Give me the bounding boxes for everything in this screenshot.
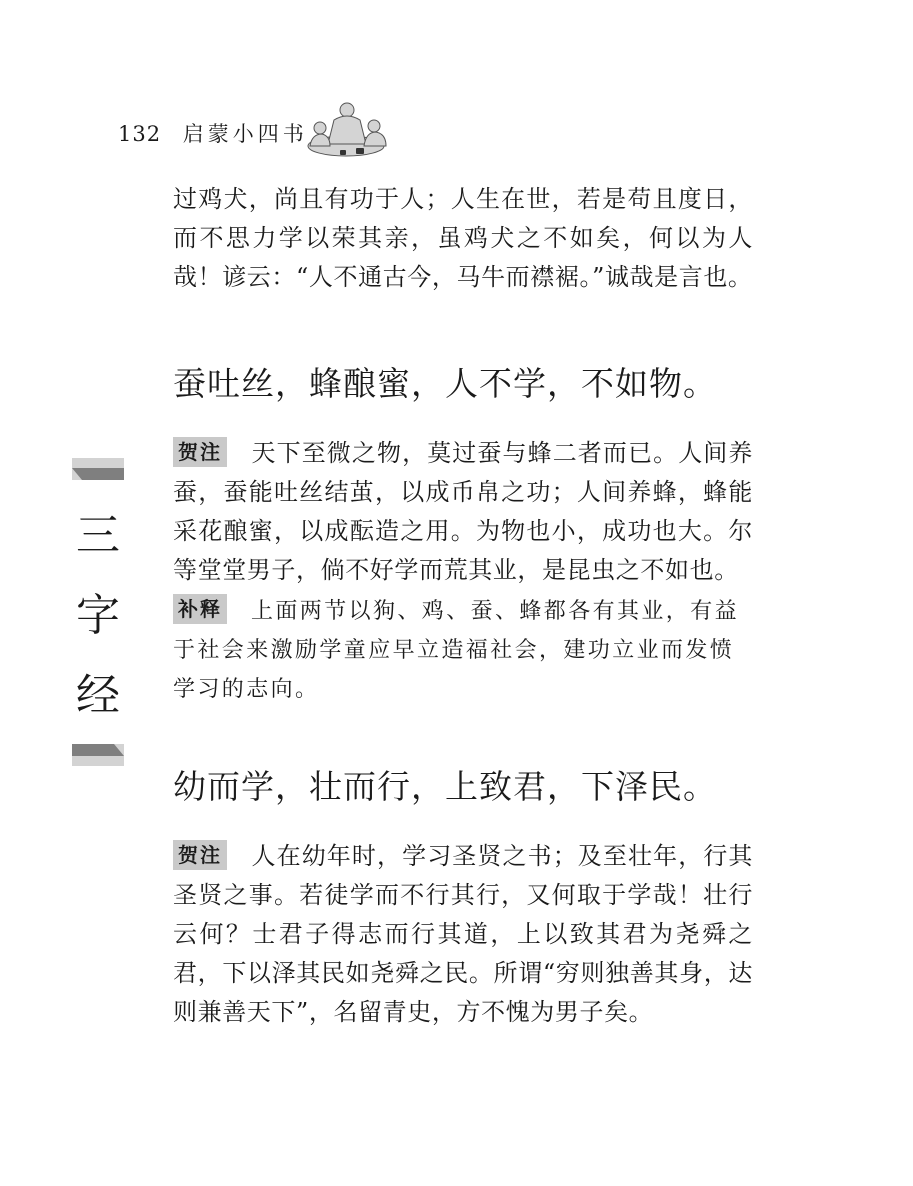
he-zhu-label: 贺注 bbox=[173, 437, 227, 467]
bu-shi-note bbox=[173, 592, 753, 709]
he-zhu-commentary bbox=[173, 434, 753, 590]
running-header bbox=[118, 118, 308, 148]
side-title-tab bbox=[72, 458, 124, 766]
side-title-char: 字 bbox=[76, 590, 120, 641]
bu-shi-label: 补释 bbox=[173, 594, 227, 624]
he-zhu-text: 人在幼年时，学习圣贤之书；及至壮年，行其圣贤之事。若徒学而不行其行，又何取于学哉！壮行云何？士君子得志而行其道，上以致其君为尧舜之君，下以泽其民如尧舜之民。所谓“穷则独善其身，达则兼善天下”，名留青史，方不愧为男子矣。 bbox=[173, 842, 753, 1026]
side-title-char: 经 bbox=[76, 670, 120, 721]
side-title-char: 三 bbox=[76, 510, 120, 561]
side-tab-bottom-bar bbox=[72, 744, 124, 766]
book-title: 启蒙小四书 bbox=[182, 122, 308, 146]
intro-paragraph: 过鸡犬，尚且有功于人；人生在世，若是苟且度日，而不思力学以荣其亲，虽鸡犬之不如矣，何以为人哉！谚云：“人不通古今，马牛而襟裾。”诚哉是言也。 bbox=[173, 185, 753, 291]
verse-heading: 幼而学，壮而行，上致君，下泽民。 bbox=[173, 767, 717, 806]
header-illustration bbox=[300, 98, 392, 160]
verse-heading: 蚕吐丝，蜂酿蜜，人不学，不如物。 bbox=[173, 364, 717, 403]
main-content bbox=[173, 180, 753, 1032]
page-number: 132 bbox=[118, 122, 162, 146]
side-tab-top-bar bbox=[72, 458, 124, 480]
he-zhu-label: 贺注 bbox=[173, 840, 227, 870]
he-zhu-text: 天下至微之物，莫过蚕与蜂二者而已。人间养蚕，蚕能吐丝结茧，以成币帛之功；人间养蜂，蜂能采花酿蜜，以成酝造之用。为物也小，成功也大。尔等堂堂男子，倘不好学而荒其业，是昆虫之不如也。 bbox=[173, 439, 753, 584]
bu-shi-text: 上面两节以狗、鸡、蚕、蜂都各有其业，有益于社会来激励学童应早立造福社会，建功立业而发愤学习的志向。 bbox=[173, 599, 740, 702]
he-zhu-commentary bbox=[173, 837, 753, 1032]
